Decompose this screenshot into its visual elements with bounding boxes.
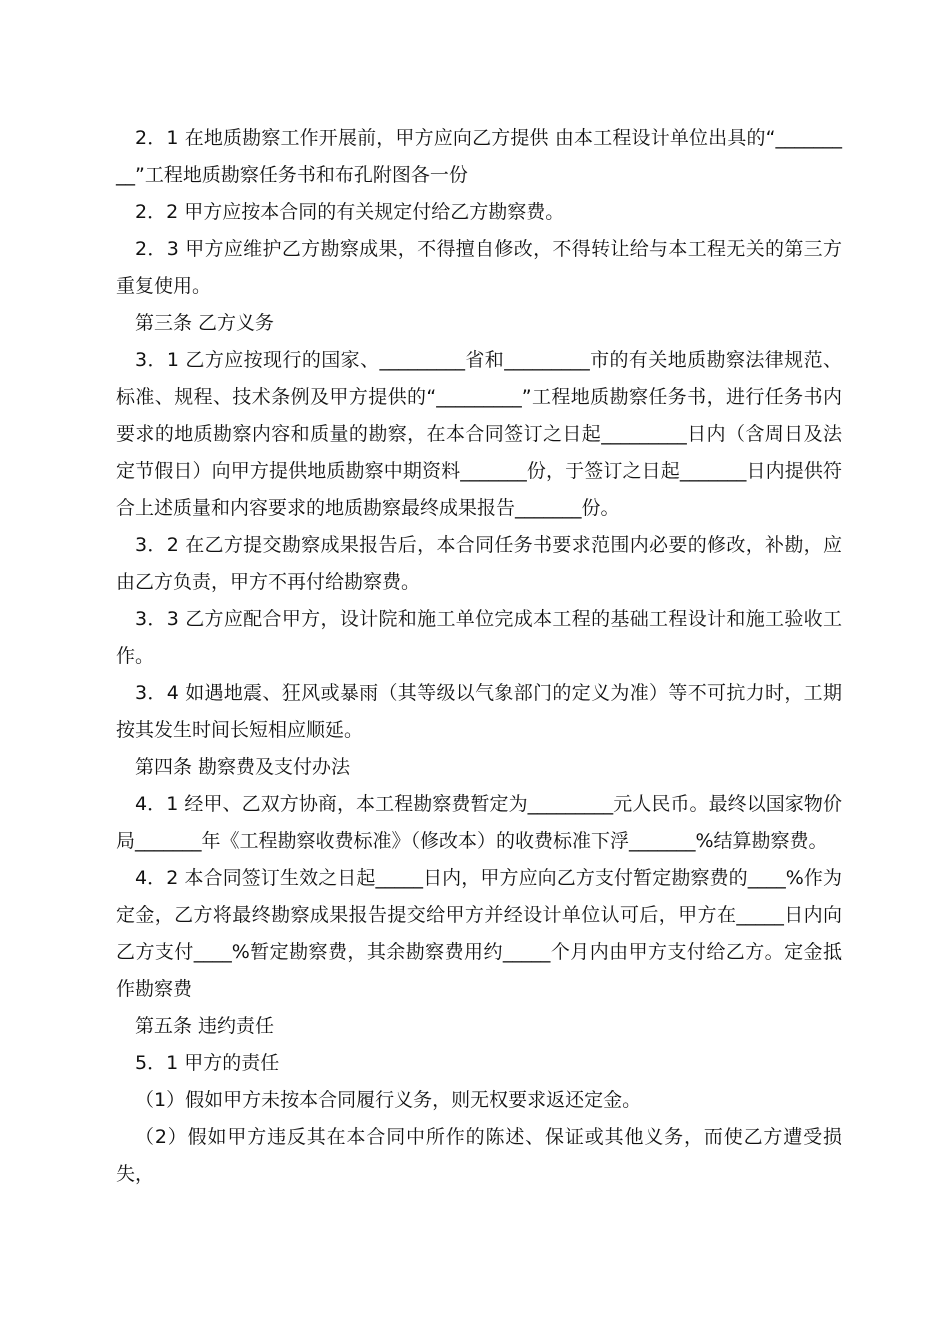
- article-3-heading: 第三条 乙方义务: [135, 312, 275, 334]
- clause-2-1: 2．1 在地质勘察工作开展前，甲方应向乙方提供 由本工程设计单位出具的“_________”工程地质勘察任务书和布孔附图各一份: [116, 127, 842, 186]
- clause-3-2: 3．2 在乙方提交勘察成果报告后，本合同任务书要求范围内必要的修改，补勘，应由乙方负责，甲方不再付给勘察费。: [116, 534, 842, 593]
- clause-4-2: 4．2 本合同签订生效之日起_____日内，甲方应向乙方支付暂定勘察费的____%作为定金，乙方将最终勘察成果报告提交给甲方并经设计单位认可后，甲方在_____日内向乙方支付____%暂定勘察费，其余勘察费用约_____个月内由甲方支付给乙方。定金抵作勘察费: [116, 867, 842, 1000]
- clause-5-1-item-2: （2）假如甲方违反其在本合同中所作的陈述、保证或其他义务，而使乙方遭受损失，: [116, 1126, 842, 1185]
- article-4-heading: 第四条 勘察费及支付办法: [135, 756, 351, 778]
- clause-2-3: 2．3 甲方应维护乙方勘察成果，不得擅自修改，不得转让给与本工程无关的第三方重复使用。: [116, 238, 842, 297]
- clause-3-1: 3．1 乙方应按现行的国家、_________省和_________市的有关地质勘察法律规范、标准、规程、技术条例及甲方提供的“_________”工程地质勘察任务书，进行任务书内要求的地质勘察内容和质量的勘察，在本合同签订之日起_________日内（含周日及法定节假日）向甲方提供地质勘察中期资料_______份，于签订之日起_______日内提供符合上述质量和内容要求的地质勘察最终成果报告_______份。: [116, 349, 842, 519]
- clause-2-2: 2．2 甲方应按本合同的有关规定付给乙方勘察费。: [135, 201, 565, 223]
- clause-5-1-item-1: （1）假如甲方未按本合同履行义务，则无权要求返还定金。: [135, 1089, 642, 1111]
- clause-4-1: 4．1 经甲、乙双方协商，本工程勘察费暂定为_________元人民币。最终以国家物价局_______年《工程勘察收费标准》（修改本）的收费标准下浮_______%结算勘察费。: [116, 793, 842, 852]
- clause-5-1: 5．1 甲方的责任: [135, 1052, 280, 1074]
- clause-3-4: 3．4 如遇地震、狂风或暴雨（其等级以气象部门的定义为准）等不可抗力时，工期按其发生时间长短相应顺延。: [116, 682, 842, 741]
- article-5-heading: 第五条 违约责任: [135, 1015, 275, 1037]
- document-page: [116, 120, 842, 1193]
- clause-3-3: 3．3 乙方应配合甲方，设计院和施工单位完成本工程的基础工程设计和施工验收工作。: [116, 608, 842, 667]
